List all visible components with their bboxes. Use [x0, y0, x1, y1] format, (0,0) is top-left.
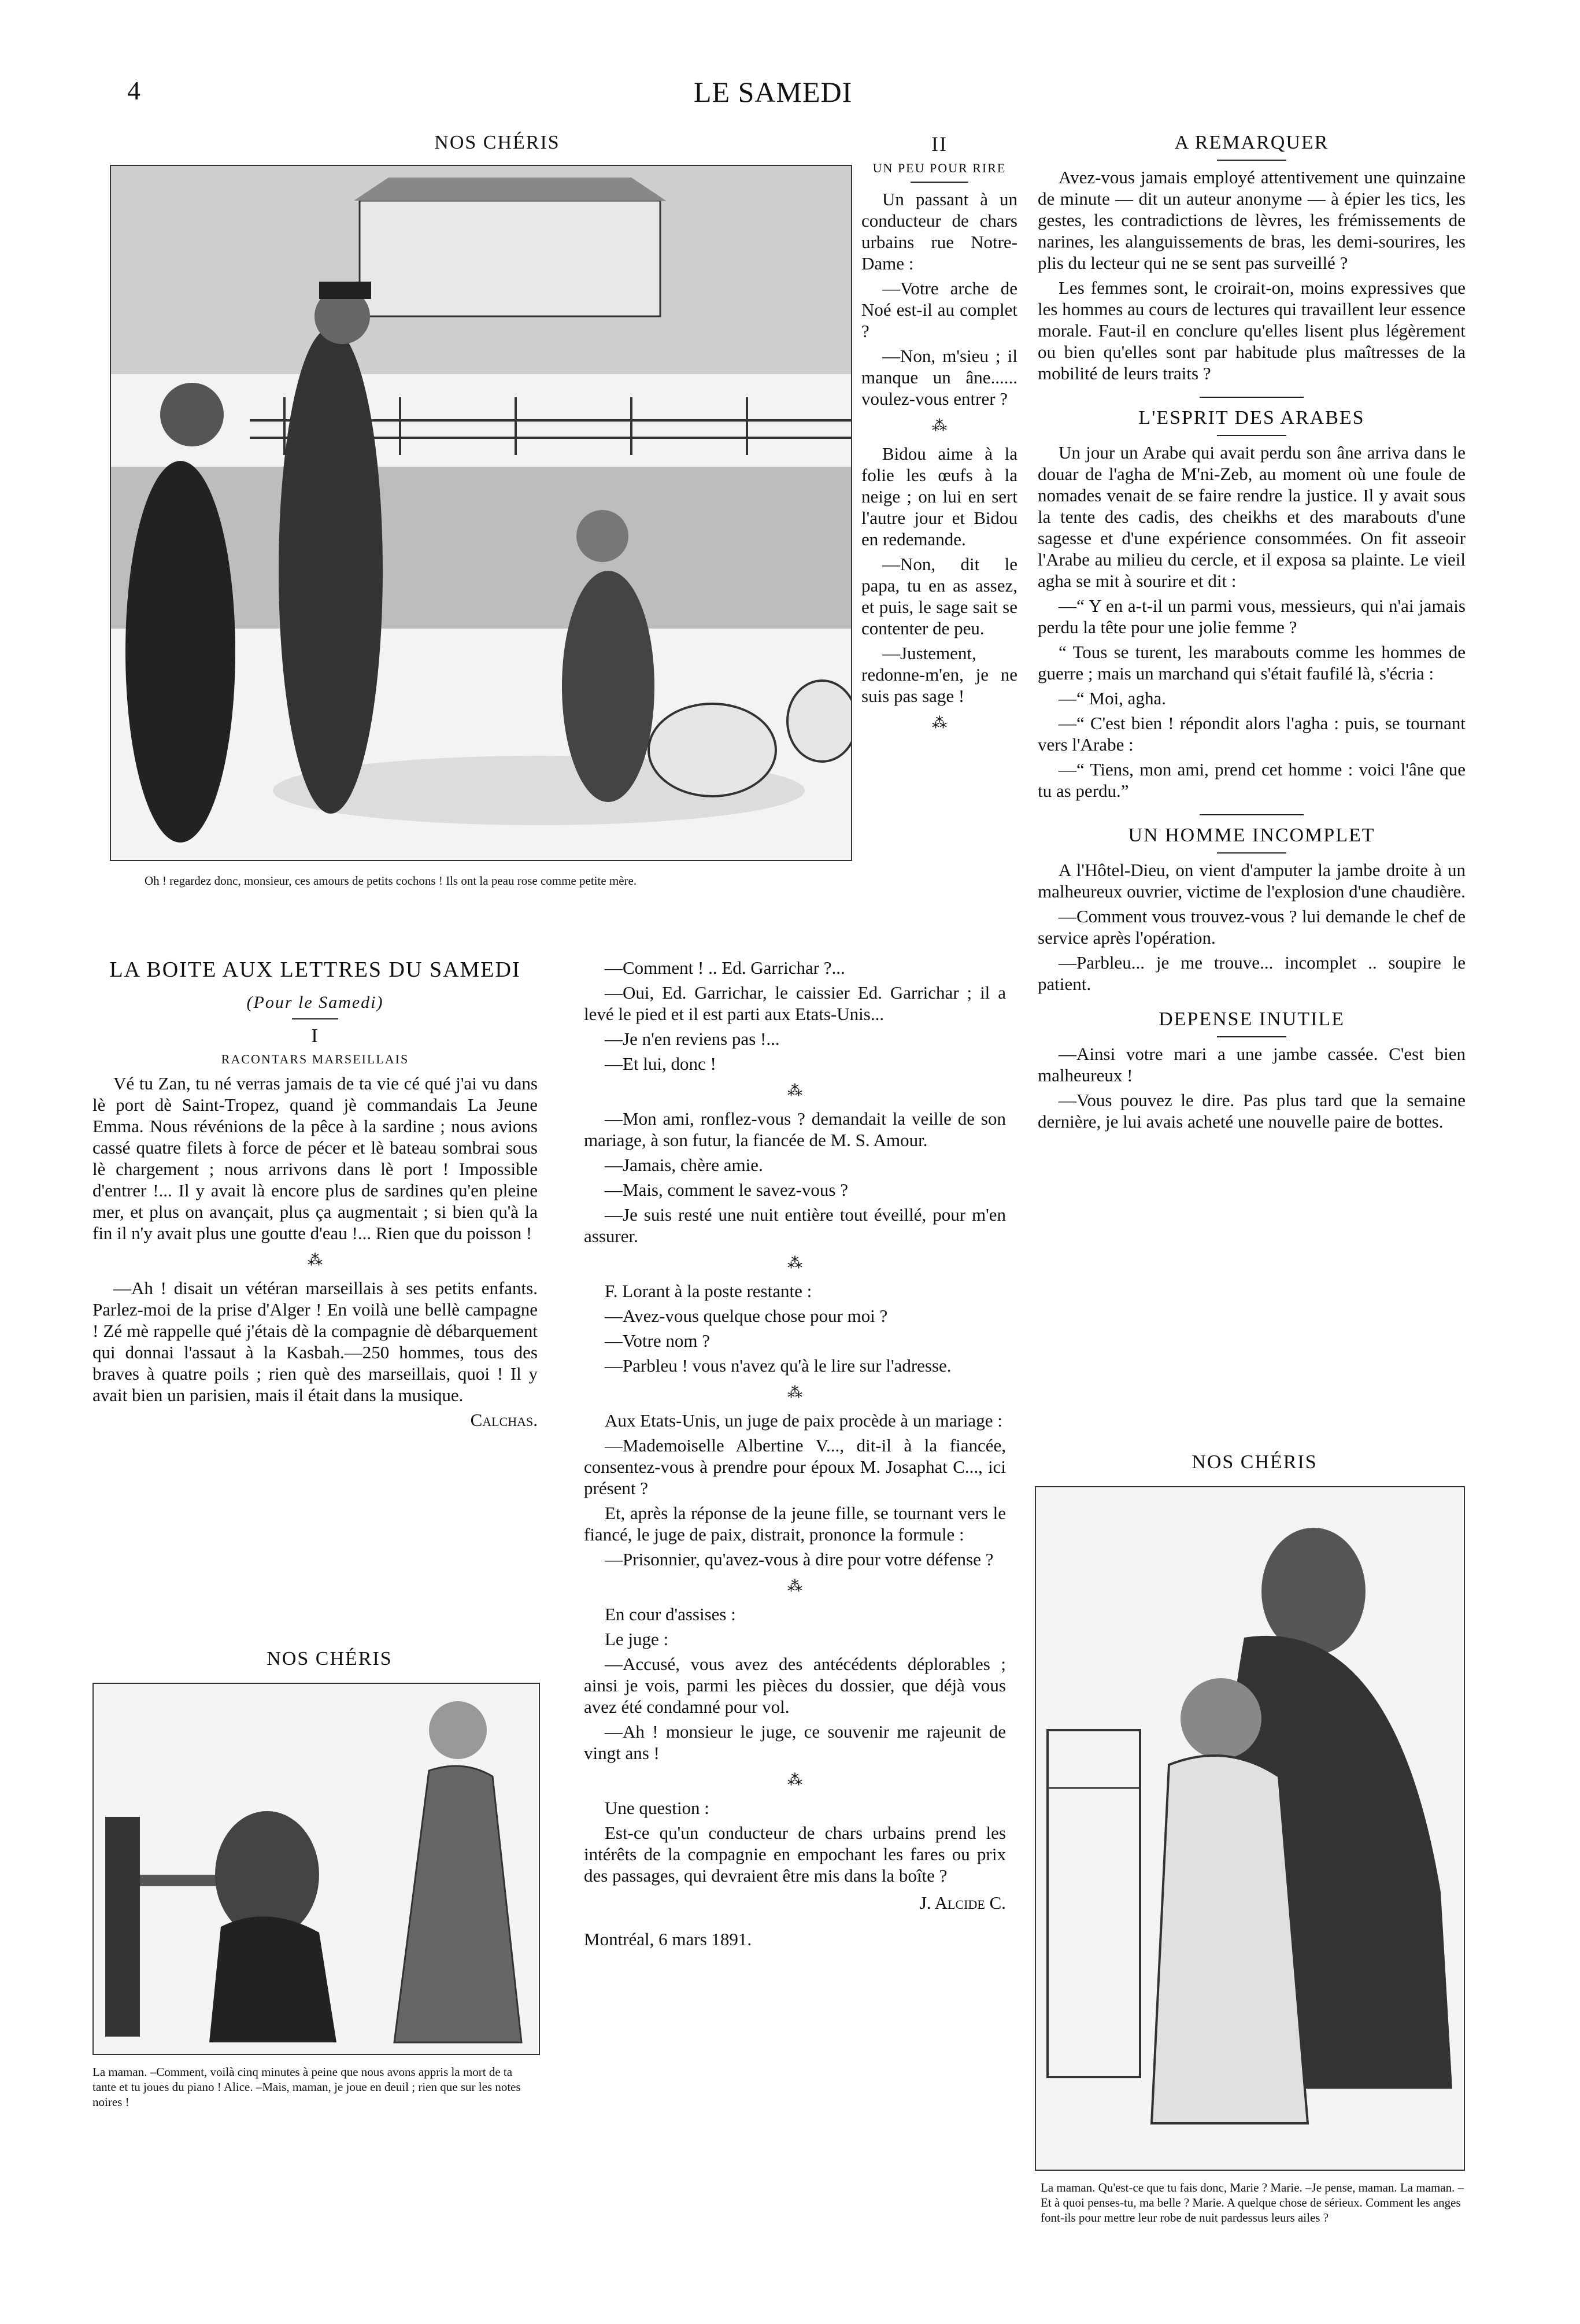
separator-stars: ⁂	[932, 417, 947, 434]
paragraph: F. Lorant à la poste restante :	[605, 1281, 812, 1301]
column-middle	[584, 957, 1006, 1950]
paragraph: Vé tu Zan, tu né verras jamais de ta vie cé qué j'ai vu dans lè port dè Saint-Tropez, quand jè commandais La Jeune Emma. Nous révénions de la pêce à la sardine ; nous avions cassé quatre filets à force de pécer et lè bateau sombrai sous lè chargement ; nous arrivons dans lè port ! Impossible d'entrer !... Il y avait là encore plus de sardines qu'en pleine mer, et plus on avançait, plus ça augmentait ; si bien qu'à la fin il n'y avait plus une goutte d'eau !... Rien que du poisson !	[92, 1073, 538, 1243]
paragraph: —Votre arche de Noé est-il au complet ?	[861, 278, 1017, 341]
separator-stars: ⁂	[787, 1772, 802, 1789]
section-number-ii: II	[931, 132, 948, 156]
separator-stars: ⁂	[787, 1255, 802, 1272]
signature: J. Alcide C.	[919, 1893, 1006, 1913]
dateline: Montréal, 6 mars 1891.	[584, 1929, 752, 1949]
top-illustration-title: NOS CHÉRIS	[434, 132, 560, 153]
signature: Calchas.	[470, 1410, 538, 1430]
paragraph: —Ah ! monsieur le juge, ce souvenir me rajeunit de vingt ans !	[584, 1721, 1006, 1763]
divider	[1200, 397, 1304, 398]
column-left	[92, 957, 538, 1431]
paragraph: —Oui, Ed. Garrichar, le caissier Ed. Garrichar ; il a levé le pied et il est parti aux Etats-Unis...	[584, 982, 1006, 1024]
paragraph: —Avez-vous quelque chose pour moi ?	[605, 1306, 888, 1326]
newspaper-title: LE SAMEDI	[694, 76, 853, 108]
paragraph: —Jamais, chère amie.	[605, 1155, 763, 1175]
bottom-left-illustration	[92, 1683, 540, 2055]
separator-stars: ⁂	[308, 1252, 323, 1269]
separator-stars: ⁂	[787, 1082, 802, 1099]
bottom-left-illustration-title: NOS CHÉRIS	[267, 1648, 393, 1669]
paragraph: —Je suis resté une nuit entière tout éveillé, pour m'en assurer.	[584, 1205, 1006, 1246]
paragraph: Un passant à un conducteur de chars urbains rue Notre-Dame :	[861, 189, 1017, 274]
mother-daughter-drawing	[1036, 1487, 1464, 2170]
divider	[292, 1018, 338, 1019]
divider	[911, 182, 968, 183]
paragraph: —Je n'en reviens pas !...	[605, 1029, 780, 1049]
separator-stars: ⁂	[787, 1384, 802, 1401]
divider	[1200, 814, 1304, 815]
paragraph: Est-ce qu'un conducteur de chars urbains prend les intérêts de la compagnie en empochant les fares ou prix des passages, qui devraient être mis dans la boîte ?	[584, 1823, 1006, 1886]
column-right	[1038, 132, 1466, 1136]
paragraph: —Parbleu... je me trouve... incomplet .. soupire le patient.	[1038, 952, 1466, 994]
section-title-esprit-arabes: L'ESPRIT DES ARABES	[1138, 407, 1365, 428]
paragraph: —“ Tiens, mon ami, prend cet homme : voici l'âne que tu as perdu.”	[1038, 759, 1466, 801]
paragraph: —Vous pouvez le dire. Pas plus tard que la semaine dernière, je lui avais acheté une nouvelle paire de bottes.	[1038, 1090, 1466, 1132]
subsection-title: RACONTARS MARSEILLAIS	[221, 1052, 409, 1066]
paragraph: —Mais, comment le savez-vous ?	[605, 1180, 848, 1200]
divider	[1217, 160, 1286, 161]
separator-stars: ⁂	[932, 715, 947, 731]
paragraph: Bidou aime à la folie les œufs à la neige ; on lui en sert l'autre jour et Bidou en redemande.	[861, 444, 1017, 549]
section-number-i: I	[311, 1025, 319, 1047]
paragraph: En cour d'assises :	[605, 1604, 736, 1624]
divider	[1217, 852, 1286, 854]
paragraph: —“ Y en a-t-il un parmi vous, messieurs, qui n'ai jamais perdu la tête pour une jolie femme ?	[1038, 596, 1466, 637]
paragraph: —Accusé, vous avez des antécédents déplorables ; ainsi je vois, parmi les pièces du dossier, que déjà vous avez été condamné pour vol.	[584, 1654, 1006, 1717]
page-number: 4	[127, 76, 141, 105]
separator-stars: ⁂	[787, 1578, 802, 1595]
section-subtitle: UN PEU POUR RIRE	[872, 161, 1007, 175]
paragraph: —Non, m'sieu ; il manque un âne...... voulez-vous entrer ?	[861, 346, 1017, 409]
top-illustration-caption: Oh ! regardez donc, monsieur, ces amours de petits cochons ! Ils ont la peau rose comme petite mère.	[145, 874, 637, 888]
paragraph: —Justement, redonne-m'en, je ne suis pas sage !	[861, 643, 1017, 706]
section-title-boite: LA BOITE AUX LETTRES DU SAMEDI	[109, 958, 521, 982]
paragraph: Le juge :	[605, 1629, 669, 1649]
section-title-depense-inutile: DEPENSE INUTILE	[1159, 1008, 1345, 1030]
paragraph: —Non, dit le papa, tu en as assez, et puis, le sage sait se contenter de peu.	[861, 554, 1017, 638]
paragraph: Les femmes sont, le croirait-on, moins expressives que les hommes au cours de lectures qui travaillent leur essence morale. Faut-il en conclure qu'elles lisent plus légèrement ou bien qu'elles sont par habitude plus maîtresses de la mobilité de leurs traits ?	[1038, 278, 1466, 383]
divider	[1217, 435, 1286, 436]
paragraph: —Mon ami, ronflez-vous ? demandait la veille de son mariage, à son futur, la fiancée de M. S. Amour.	[584, 1109, 1006, 1150]
paragraph: —“ C'est bien ! répondit alors l'agha : puis, se tournant vers l'Arabe :	[1038, 713, 1466, 755]
paragraph: A l'Hôtel-Dieu, on vient d'amputer la jambe droite à un malheureux ouvrier, victime de l'explosion d'une chaudière.	[1038, 860, 1466, 901]
paragraph: Un jour un Arabe qui avait perdu son âne arriva dans le douar de l'agha de M'ni-Zeb, au moment où une foule de nomades venait de se faire rendre la justice. Il y avait sous la tente des cadis, des cheikhs et des marabouts d'une sagesse et d'une expérience consommées. On fit asseoir l'Arabe au milieu du cercle, et il exposa sa plainte. Le vieil agha se mit à sourire et dit :	[1038, 442, 1466, 591]
section-subtitle: (Pour le Samedi)	[246, 993, 384, 1012]
paragraph: —Comment vous trouvez-vous ? lui demande le chef de service après l'opération.	[1038, 906, 1466, 948]
bottom-right-illustration-caption: La maman. Qu'est-ce que tu fais donc, Marie ? Marie. –Je pense, maman. La maman. –Et à quoi penses-tu, ma belle ? Marie. A quelque chose de sérieux. Comment les anges font-ils pour mettre leur robe de nuit pardessus leurs ailes ?	[1041, 2181, 1464, 2225]
paragraph: —Prisonnier, qu'avez-vous à dire pour votre défense ?	[605, 1549, 994, 1569]
bottom-right-illustration	[1035, 1486, 1465, 2171]
paragraph: —Comment ! .. Ed. Garrichar ?...	[605, 958, 845, 978]
paragraph: Une question :	[605, 1798, 709, 1818]
paragraph: —Ainsi votre mari a une jambe cassée. C'est bien malheureux !	[1038, 1044, 1466, 1085]
farm-scene-drawing	[111, 166, 851, 860]
column-ii	[861, 132, 1017, 740]
divider	[1217, 1036, 1286, 1037]
paragraph: Avez-vous jamais employé attentivement une quinzaine de minute — dit un auteur anonyme — à épier les tics, les gestes, les contradictions de lèvres, les frémissements de narines, les alanguissements de bras, les demi-sourires, les plis du lecteur qui ne se sent pas surveillé ?	[1038, 167, 1466, 273]
paragraph: Et, après la réponse de la jeune fille, se tournant vers le fiancé, le juge de paix, distrait, prononce la formule :	[584, 1503, 1006, 1545]
paragraph: —Et lui, donc !	[605, 1054, 716, 1074]
section-title-homme-incomplet: UN HOMME INCOMPLET	[1128, 825, 1375, 846]
paragraph: —Parbleu ! vous n'avez qu'à le lire sur l'adresse.	[605, 1355, 952, 1376]
paragraph: —“ Moi, agha.	[1059, 688, 1166, 708]
paragraph: —Ah ! disait un vétéran marseillais à ses petits enfants. Parlez-moi de la prise d'Alger ! En voilà une bellè campagne ! Zé mè rappelle qué j'étais dè la compagnie dè débarquement qui donnai l'assaut à la Kasbah.—250 hommes, tous des braves à quatre poils ; rien què des marseillais, quoi ! Il y avait bien un parisien, mais il était dans la musique.	[92, 1278, 538, 1405]
section-title-a-remarquer: A REMARQUER	[1174, 132, 1329, 153]
paragraph: —Mademoiselle Albertine V..., dit-il à la fiancée, consentez-vous à prendre pour époux M. Josaphat C..., ici présent ?	[584, 1435, 1006, 1498]
bottom-right-illustration-title: NOS CHÉRIS	[1192, 1451, 1318, 1473]
top-illustration	[110, 165, 852, 861]
bottom-left-illustration-caption: La maman. –Comment, voilà cinq minutes à peine que nous avons appris la mort de ta tante et tu joues du piano ! Alice. –Mais, maman, je joue en deuil ; rien que sur les notes noires !	[92, 2065, 521, 2109]
paragraph: —Votre nom ?	[605, 1331, 710, 1351]
paragraph: Aux Etats-Unis, un juge de paix procède à un mariage :	[605, 1410, 1002, 1431]
paragraph: “ Tous se turent, les marabouts comme les hommes de guerre ; mais un marchand qui s'était faufilé là, s'écria :	[1038, 642, 1466, 683]
piano-scene-drawing	[94, 1684, 539, 2054]
